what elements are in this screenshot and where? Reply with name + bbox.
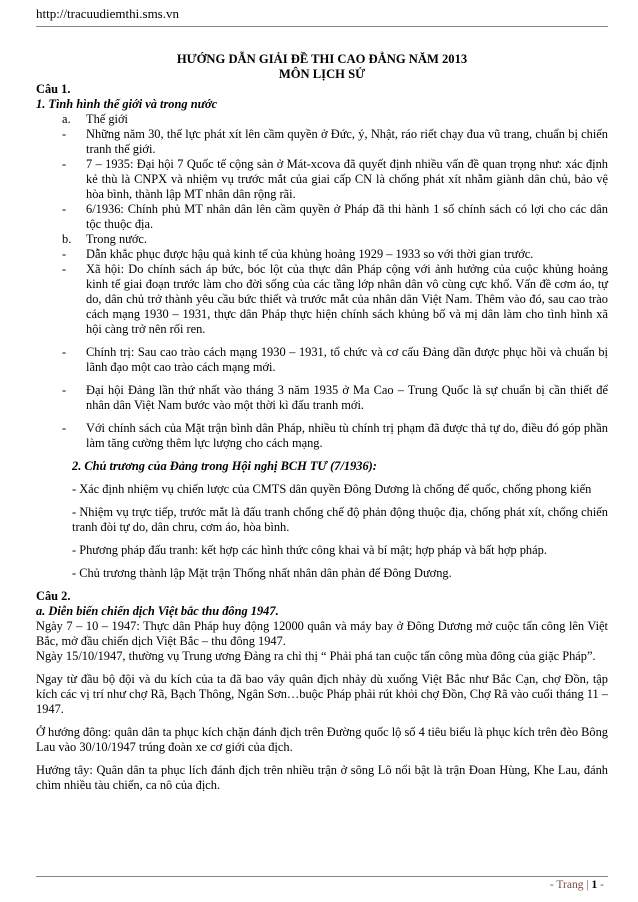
list-dash: - <box>62 247 67 261</box>
list-item-text: 7 – 1935: Đại hội 7 Quốc tế cộng sản ở Mát-xcova đã quyết định nhiều vấn đề quan trọng như: xác định kẻ thù là CNPX và nhiệm vụ trước mắt của giai cấp CN là chống phát xít nhằm giành dân chủ, bảo vệ hòa bình, thành lập MT nhân dân rộng rãi. <box>86 157 608 201</box>
title-line-1: HƯỚNG DẪN GIẢI ĐỀ THI CAO ĐẲNG NĂM 2013 <box>176 52 468 66</box>
list-item <box>36 127 608 157</box>
paragraph: Ngay từ đầu bộ đội và du kích của ta đã bao vây quân địch nhảy dù xuống Việt Bắc như Bắc Cạn, chợ Đồn, tập kích các vị trí như chợ Rã, Bạch Thông, Ngân Sơn…buộc Pháp phải rút khỏi chợ Đồn, Chợ Rã vào cuối tháng 11 – 1947. <box>36 672 608 716</box>
section-a-label: Thế giới <box>86 112 128 126</box>
header-url: http://tracuudiemthi.sms.vn <box>36 6 179 21</box>
list-item-text: Những năm 30, thế lực phát xít lên cầm quyền ở Đức, ý, Nhật, ráo riết chạy đua vũ trang, chuẩn bị chiến tranh thế giới. <box>86 127 608 156</box>
list-item <box>36 421 608 451</box>
list-dash: - <box>62 127 67 141</box>
list-item <box>36 345 608 375</box>
footer-prefix: - Trang | <box>549 879 589 891</box>
list-dash: - <box>62 421 67 435</box>
list-item-text: Xã hội: Do chính sách áp bức, bóc lột của thực dân Pháp cộng với ảnh hưởng của cuộc khủng hoảng kinh tế giai đoạn trước làm cho đời sống của các tầng lớp nhân dân vô cùng cực khổ. Vấn đề cơm áo, tự do, dân chủ trở thành yêu cầu bức thiết và trước mắt của nhân dân Việt Nam. Thêm vào đó, sau cao trào cách mạng 1930 – 1931, thực dân Pháp thực hiện chính sách khủng bố và mị dân làm cho tình hình xã hội càng trở nên rối ren. <box>86 262 608 336</box>
list-item <box>36 383 608 413</box>
list-marker: b. <box>62 232 72 246</box>
paragraph: Ngày 15/10/1947, thường vụ Trung ương Đảng ra chỉ thị “ Phải phá tan cuộc tấn công mùa đông của giặc Pháp”. <box>36 649 596 663</box>
list-dash: - <box>62 345 67 359</box>
list-item <box>36 202 608 232</box>
document-body <box>36 52 608 793</box>
list-item-text: Đại hội Đảng lần thứ nhất vào tháng 3 năm 1935 ở Ma Cao – Trung Quốc là sự chuẩn bị cần thiết để nhân dân Việt Nam bước vào một thời kì đấu tranh mới. <box>86 383 608 412</box>
paragraph: - Nhiệm vụ trực tiếp, trước mắt là đấu tranh chống chế độ phản động thuộc địa, chống phát xít, chống chiến tranh đòi tự do, dân chru, cơm áo, hòa bình. <box>72 505 608 534</box>
footer-divider <box>36 876 608 877</box>
list-item-text: Với chính sách của Mặt trận bình dân Pháp, nhiều tù chính trị phạm đã được thả tự do, điều đó góp phần làm tăng cường thêm lực lượng cho cách mạng. <box>86 421 608 450</box>
list-item-text: 6/1936: Chính phủ MT nhân dân lên cầm quyền ở Pháp đã thi hành 1 số chính sách có lợi cho các dân tộc thuộc địa. <box>86 202 608 231</box>
list-item <box>36 157 608 202</box>
list-dash: - <box>62 202 67 216</box>
q2-heading: a. Diễn biến chiến dịch Việt bắc thu đông 1947. <box>36 604 279 618</box>
list-dash: - <box>62 157 67 171</box>
page-number: 1 <box>591 879 598 891</box>
footer-suffix: - <box>600 879 604 891</box>
q1-label: Câu 1. <box>36 82 71 96</box>
q2-label: Câu 2. <box>36 589 71 603</box>
section-b <box>36 232 608 247</box>
list-dash: - <box>62 262 67 276</box>
q1-heading-1: 1. Tình hình thế giới và trong nước <box>36 97 218 111</box>
paragraph: - Chủ trương thành lập Mặt trận Thống nhất nhân dân phản đế Đông Dương. <box>72 566 452 580</box>
list-marker: a. <box>62 112 71 126</box>
page-footer <box>550 879 604 891</box>
paragraph: - Phương pháp đấu tranh: kết hợp các hình thức công khai và bí mật; hợp pháp và bất hợp pháp. <box>72 543 547 557</box>
q1-heading-2: 2. Chủ trương của Đảng trong Hội nghị BCH TƯ (7/1936): <box>72 459 377 473</box>
list-item-text: Chính trị: Sau cao trào cách mạng 1930 – 1931, tổ chức và cơ cấu Đảng dần được phục hồi và chuẩn bị lãnh đạo một cao trào cách mạng mới. <box>86 345 608 374</box>
section-b-label: Trong nước. <box>86 232 148 246</box>
list-dash: - <box>62 383 67 397</box>
paragraph: Ở hướng đông: quân dân ta phục kích chặn đánh địch trên Đường quốc lộ số 4 tiêu biểu là phục kích trên đèo Bông Lau vào 30/10/1947 trúng đoàn xe cơ giới của địch. <box>36 725 608 754</box>
paragraph: Ngày 7 – 10 – 1947: Thực dân Pháp huy động 12000 quân và máy bay ở Đông Dương mở cuộc tấn công lên Việt Bắc, mở đầu chiến dịch Việt Bắc – thu đông 1947. <box>36 619 608 648</box>
list-item <box>36 247 608 262</box>
paragraph: Hướng tây: Quân dân ta phục lích đánh địch trên nhiều trận ở sông Lô nổi bật là trận Đoan Hùng, Khe Lau, đánh chìm nhiều tàu chiến, ca nô của địch. <box>36 763 608 792</box>
section-a <box>36 112 608 127</box>
list-item-text: Dẫn khắc phục được hậu quả kinh tế của khủng hoảng 1929 – 1933 so với thời gian trước. <box>86 247 534 261</box>
list-item <box>36 262 608 337</box>
title-line-2: MÔN LỊCH SỬ <box>278 67 366 81</box>
header-divider <box>36 26 608 27</box>
paragraph: - Xác định nhiệm vụ chiến lược của CMTS dân quyền Đông Dương là chống đế quốc, chống phong kiến <box>72 482 592 496</box>
